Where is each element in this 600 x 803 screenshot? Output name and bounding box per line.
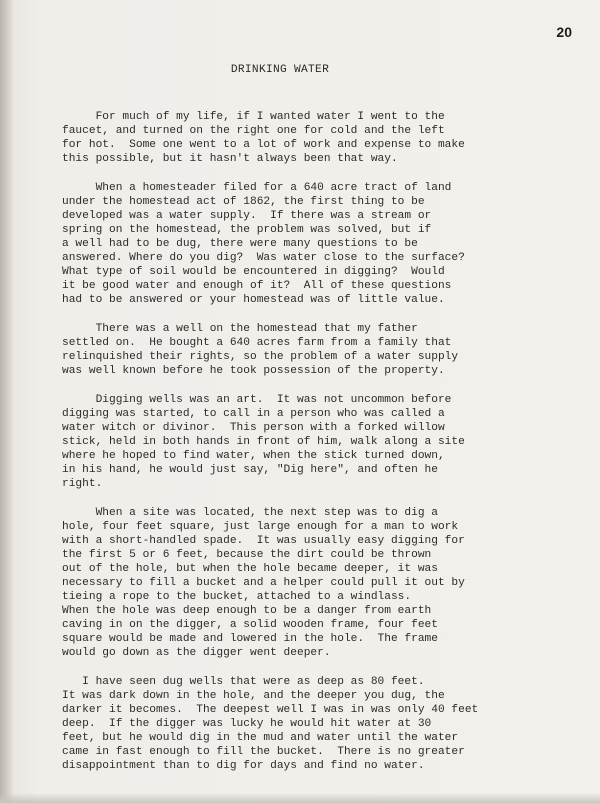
text-line: it be good water and enough of it? All of these questions — [62, 280, 452, 292]
text-line: When a site was located, the next step was to dig a — [62, 507, 438, 519]
text-line: Digging wells was an art. It was not uncommon before — [62, 394, 452, 406]
text-line: would go down as the digger went deeper. — [62, 647, 331, 659]
text-line: with a short-handled spade. It was usually easy digging for — [62, 535, 465, 547]
paragraph-5 — [62, 506, 562, 660]
text-line: deep. If the digger was lucky he would hit water at 30 — [62, 718, 432, 730]
bottom-edge-shadow — [0, 793, 600, 803]
text-line: this possible, but it hasn't always been that way. — [62, 153, 398, 165]
text-line: for hot. Some one went to a lot of work and expense to make — [62, 139, 465, 151]
text-line: relinquished their rights, so the problem of a water supply — [62, 351, 459, 363]
text-line: caving in on the digger, a solid wooden frame, four feet — [62, 619, 438, 631]
text-line: It was dark down in the hole, and the deeper you dug, the — [62, 690, 445, 702]
text-line: right. — [62, 478, 103, 490]
text-line: tieing a rope to the bucket, attached to a windlass. — [62, 591, 412, 603]
text-line: digging was started, to call in a person who was called a — [62, 408, 445, 420]
text-line: When a homesteader filed for a 640 acre tract of land — [62, 182, 452, 194]
text-line: What type of soil would be encountered in digging? Would — [62, 266, 445, 278]
paragraph-1 — [62, 110, 562, 166]
binding-shadow — [0, 0, 14, 803]
text-line: answered. Where do you dig? Was water close to the surface? — [62, 252, 465, 264]
text-line: came in fast enough to fill the bucket. There is no greater — [62, 746, 465, 758]
text-line: in his hand, he would just say, "Dig here", and often he — [62, 464, 438, 476]
text-line: under the homestead act of 1862, the first thing to be — [62, 196, 425, 208]
text-line: a well had to be dug, there were many questions to be — [62, 238, 418, 250]
text-line: had to be answered or your homestead was of little value. — [62, 294, 445, 306]
text-line: square would be made and lowered in the hole. The frame — [62, 633, 438, 645]
paragraph-2 — [62, 181, 562, 307]
text-line: darker it becomes. The deepest well I was in was only 40 feet — [62, 704, 479, 716]
text-line: was well known before he took possession of the property. — [62, 365, 445, 377]
text-line: For much of my life, if I wanted water I went to the — [62, 111, 445, 123]
text-line: settled on. He bought a 640 acres farm from a family that — [62, 337, 452, 349]
text-line: the first 5 or 6 feet, because the dirt could be thrown — [62, 549, 432, 561]
text-line: faucet, and turned on the right one for cold and the left — [62, 125, 445, 137]
text-line: out of the hole, but when the hole became deeper, it was — [62, 563, 438, 575]
paragraph-3 — [62, 322, 562, 378]
text-line: hole, four feet square, just large enough for a man to work — [62, 521, 459, 533]
text-line: developed was a water supply. If there was a stream or — [62, 210, 432, 222]
text-line: necessary to fill a bucket and a helper could pull it out by — [62, 577, 465, 589]
text-line: disappointment than to dig for days and find no water. — [62, 760, 425, 772]
text-line: water witch or divinor. This person with a forked willow — [62, 422, 445, 434]
paragraph-6 — [62, 675, 562, 773]
page-number: 20 — [556, 24, 572, 40]
text-line: I have seen dug wells that were as deep as 80 feet. — [62, 676, 425, 688]
text-line: where he hoped to find water, when the stick turned down, — [62, 450, 445, 462]
text-line: When the hole was deep enough to be a danger from earth — [62, 605, 432, 617]
body-text — [62, 110, 562, 788]
text-line: feet, but he would dig in the mud and water until the water — [62, 732, 459, 744]
page-title: DRINKING WATER — [230, 64, 330, 76]
text-line: spring on the homestead, the problem was solved, but if — [62, 224, 432, 236]
text-line: There was a well on the homestead that my father — [62, 323, 418, 335]
text-line: stick, held in both hands in front of him, walk along a site — [62, 436, 465, 448]
paragraph-4 — [62, 393, 562, 491]
